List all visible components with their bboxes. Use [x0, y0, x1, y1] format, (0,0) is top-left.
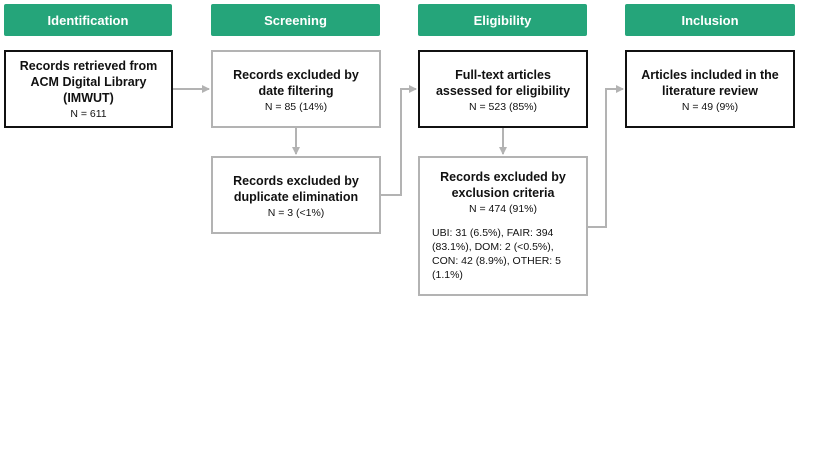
box-excluded-criteria [418, 156, 588, 296]
stage-header-identification: Identification [4, 4, 172, 36]
box-articles-included-title: Articles included in the literature review [641, 68, 779, 98]
box-articles-included-count: N = 49 (9%) [681, 101, 739, 113]
stage-header-screening: Screening [211, 4, 380, 36]
box-fulltext-assessed-count: N = 523 (85%) [469, 101, 537, 113]
arrow-duplicates-to-fulltext [381, 89, 416, 195]
box-excluded-date-filtering [211, 50, 381, 128]
box-excluded-duplicates-count: N = 3 (<1%) [267, 207, 325, 219]
box-excluded-criteria-title: Records excluded by exclusion criteria [440, 170, 566, 200]
box-fulltext-assessed-title: Full-text articles assessed for eligibility [435, 68, 571, 98]
box-excluded-criteria-count: N = 474 (91%) [469, 203, 537, 215]
box-fulltext-assessed [418, 50, 588, 128]
arrow-exclusion-to-included [588, 89, 623, 227]
box-articles-included [625, 50, 795, 128]
box-excluded-criteria-detail: UBI: 31 (6.5%), FAIR: 394 (83.1%), DOM: 2 (<0.5%), CON: 42 (8.9%), OTHER: 5 (1.1%) [432, 227, 561, 281]
stage-header-eligibility: Eligibility [418, 4, 587, 36]
box-records-retrieved-count: N = 611 [70, 108, 107, 120]
box-excluded-duplicates [211, 156, 381, 234]
box-excluded-duplicates-title: Records excluded by duplicate elimination [233, 174, 359, 204]
box-excluded-date-filtering-title: Records excluded by date filtering [233, 68, 359, 98]
box-records-retrieved-title: Records retrieved from ACM Digital Library (IMWUT) [19, 59, 158, 105]
box-records-retrieved [4, 50, 173, 128]
stage-header-inclusion: Inclusion [625, 4, 795, 36]
box-excluded-date-filtering-count: N = 85 (14%) [264, 101, 328, 113]
